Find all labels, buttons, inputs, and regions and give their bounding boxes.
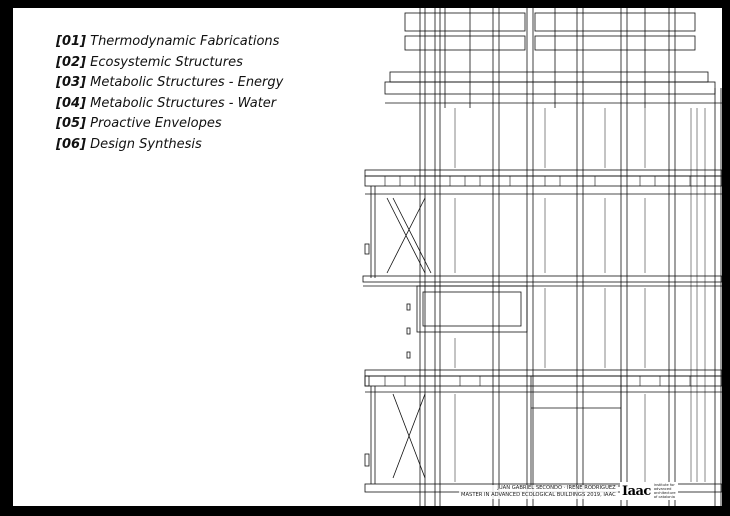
logo-mark: Iaac <box>622 483 651 499</box>
toc-number: [02] <box>56 54 86 70</box>
toc-number: [06] <box>56 136 86 152</box>
author-credit <box>459 485 618 499</box>
toc-item <box>56 53 283 74</box>
credit-program: MASTER IN ADVANCED ECOLOGICAL BUILDINGS 2019, IAAC <box>461 492 616 498</box>
structure-line-drawing <box>345 8 722 506</box>
toc-title: Proactive Envelopes <box>90 116 222 132</box>
columns <box>420 8 721 506</box>
toc-title: Design Synthesis <box>90 136 202 152</box>
toc-title: Ecosystemic Structures <box>90 54 243 70</box>
toc-item <box>56 73 283 94</box>
toc-item <box>56 114 283 135</box>
toc-number: [03] <box>56 75 86 91</box>
table-of-contents <box>56 32 283 156</box>
iaac-logo <box>620 482 678 500</box>
logo-subtitle: institute for advanced architecture of catalonia <box>653 483 676 499</box>
top-canopy <box>385 8 722 108</box>
left-brackets <box>365 244 410 466</box>
toc-title: Metabolic Structures - Energy <box>90 75 284 91</box>
toc-number: [01] <box>56 34 86 49</box>
toc-number: [04] <box>56 95 86 111</box>
toc-title: Thermodynamic Fabrications <box>90 34 280 49</box>
toc-title: Metabolic Structures - Water <box>90 95 277 111</box>
toc-number: [05] <box>56 116 86 132</box>
bracing <box>371 186 431 484</box>
document-page <box>13 8 722 506</box>
credit-authors: JUAN GABRIEL SECONDO · IRENE RODRIGUEZ <box>497 485 616 491</box>
wall-panels <box>455 108 705 482</box>
toc-item <box>56 94 283 115</box>
toc-item <box>56 135 283 156</box>
toc-item <box>56 32 283 53</box>
